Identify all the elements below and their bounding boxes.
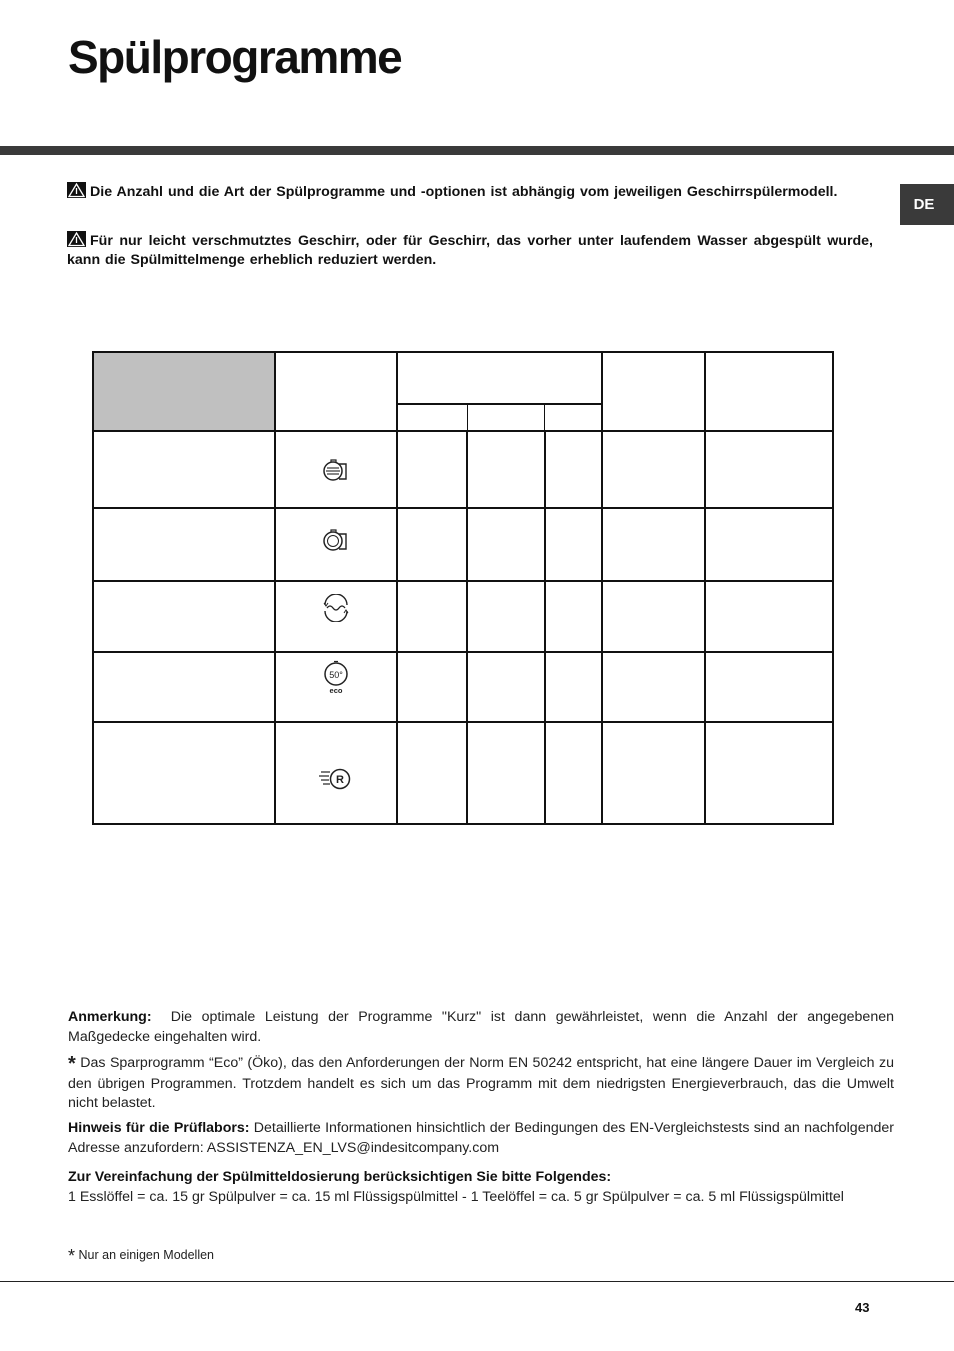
table-cell [602, 581, 706, 652]
table-row [93, 652, 833, 722]
programme-name-cell [93, 652, 275, 722]
delicate-program-icon [321, 594, 351, 622]
note-anmerkung [68, 1008, 894, 1047]
header-cell-programme [93, 352, 275, 431]
intensive-program-icon [321, 457, 351, 483]
table-row [93, 431, 833, 508]
table-cell [467, 508, 545, 581]
table-cell [545, 722, 602, 824]
table-cell [467, 431, 545, 508]
table-cell [467, 581, 545, 652]
quick-program-icon [319, 765, 353, 793]
note-test-labs [68, 1119, 894, 1158]
table-cell [467, 722, 545, 824]
anmerkung-text: Die optimale Leistung der Programme "Kurz" ist dann gewährleistet, wenn die Anzahl der angegebenen Maßgedecke eingehalten wird. [68, 1009, 894, 1045]
table-cell [705, 652, 833, 722]
dosing-heading: Zur Vereinfachung der Spülmitteldosierung berücksichtigen Sie bitte Folgendes: [68, 1169, 612, 1185]
table-cell [705, 431, 833, 508]
table-cell [397, 581, 467, 652]
subheader-cell [467, 404, 545, 431]
programme-icon-cell [275, 431, 397, 508]
header-cell-detergent [397, 352, 601, 404]
note-dosing [68, 1168, 894, 1207]
footnote-text: Nur an einigen Modellen [78, 1248, 215, 1262]
eco-temperature-text: 50° [329, 669, 344, 680]
page-title: Spülprogramme [68, 31, 402, 83]
table-cell [705, 722, 833, 824]
header-divider [0, 146, 954, 155]
footnote-asterisk: * [68, 1246, 76, 1266]
quick-icon-letter: R [336, 773, 345, 786]
warning-icon [67, 182, 86, 198]
table-cell [705, 508, 833, 581]
hinweis-text: Detaillierte Informationen hinsichtlich der Bedingungen des EN-Vergleichstests sind an nachfolgender Adresse anzufordern: ASSISTENZA_EN_LVS@indesitcompany.com [68, 1120, 894, 1156]
asterisk: * [68, 1053, 76, 1075]
programme-icon-cell [275, 581, 397, 652]
header-cell-symbol [275, 352, 397, 431]
subheader-cell [397, 404, 467, 431]
table-cell [545, 581, 602, 652]
warning-text-1: Die Anzahl und die Art der Spülprogramme und -optionen ist abhängig vom jeweiligen Geschirrspülermodell. [90, 184, 838, 200]
programme-name-cell [93, 431, 275, 508]
programme-icon-cell [275, 722, 397, 824]
table-cell [602, 652, 706, 722]
programme-name-cell [93, 508, 275, 581]
table-cell [602, 722, 706, 824]
table-cell [397, 722, 467, 824]
header-cell-consumption [705, 352, 833, 431]
table-row [93, 581, 833, 652]
programme-table [92, 351, 834, 825]
table-cell [545, 431, 602, 508]
table-cell [467, 652, 545, 722]
page-number: 43 [855, 1300, 870, 1315]
programme-icon-cell [275, 508, 397, 581]
subheader-cell [545, 404, 602, 431]
programme-name-cell [93, 722, 275, 824]
footer-divider [0, 1281, 954, 1282]
table-cell [545, 508, 602, 581]
table-cell [705, 581, 833, 652]
anmerkung-label: Anmerkung: [68, 1009, 152, 1025]
footnote [68, 1246, 214, 1267]
table-header-row [93, 352, 833, 404]
table-cell [397, 431, 467, 508]
eco-50-program-icon [321, 660, 351, 696]
table-cell [602, 508, 706, 581]
dosing-text: 1 Esslöffel = ca. 15 gr Spülpulver = ca. 15 ml Flüssigspülmittel - 1 Teelöffel = ca. 5 gr Spülpulver = ca. 5 ml Flüssigspülmittel [68, 1188, 844, 1205]
programme-name-cell [93, 581, 275, 652]
table-cell [397, 508, 467, 581]
note-eco [68, 1054, 894, 1114]
language-tab: DE [900, 184, 954, 225]
table-cell [545, 652, 602, 722]
hinweis-label: Hinweis für die Prüflabors: [68, 1120, 250, 1136]
table-cell [397, 652, 467, 722]
warning-text-2: Für nur leicht verschmutztes Geschirr, oder für Geschirr, das vorher unter laufendem Wasser abgespült wurde, kann die Spülmittelmenge erheblich reduziert werden. [67, 233, 873, 268]
warning-note-1 [67, 182, 873, 202]
table-cell [602, 431, 706, 508]
table-row [93, 508, 833, 581]
header-cell-duration [602, 352, 706, 431]
programme-icon-cell [275, 652, 397, 722]
table-row [93, 722, 833, 824]
eco-text: Das Sparprogramm “Eco” (Öko), das den Anforderungen der Norm EN 50242 entspricht, hat eine längere Dauer im Vergleich zu den übrigen Programmen. Trotzdem handelt es sich um das Programm mit dem niedrigsten Energieverbrauch, das die Umwelt nicht belastet. [68, 1055, 894, 1111]
warning-icon [67, 231, 86, 247]
normal-program-icon [321, 527, 351, 553]
eco-label-text: eco [329, 685, 343, 695]
warning-note-2 [67, 231, 873, 270]
